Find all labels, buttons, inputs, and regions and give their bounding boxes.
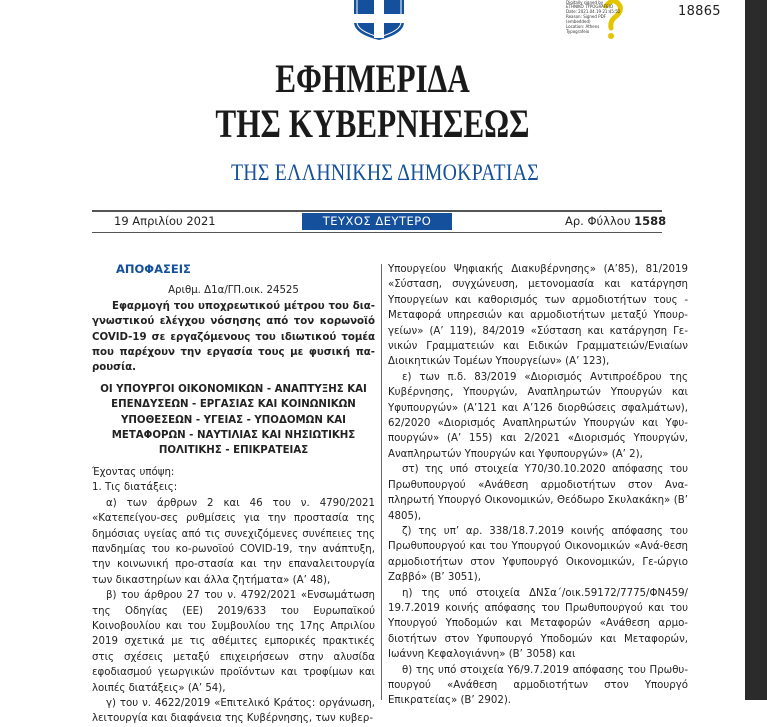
- left-column: [92, 262, 375, 727]
- divider: [92, 232, 662, 233]
- stamp-line: ETHNIKO TYPOGRAFEIO: [566, 4, 614, 9]
- divider: [92, 210, 662, 212]
- issue-date: 19 Απριλίου 2021: [114, 214, 216, 228]
- right-column: [388, 262, 688, 709]
- issue-series-badge: ΤΕΥΧΟΣ ΔΕΥΤΕΡΟ: [302, 213, 452, 230]
- stamp-line: Typografeio: [566, 29, 590, 34]
- provision-item: η) της υπό στοιχεία ΔΝΣα΄/οικ.59172/7775/ΦΝ459/ 19.7.2019 κοινής απόφασης του Πρωθυπουργού και του Υπουργού Υποδομών και Μεταφορών «Ανάθεση αρμο-διοτήτων στον Υφυπουργό Υποδομών και Μεταφορών, Ιωάννη Κεφαλογιάννη» (Β’ 3058) και: [388, 587, 688, 661]
- provision-item: γ) του ν. 4622/2019 «Επιτελικό Κράτος: οργάνωση, λειτουργία και διαφάνεια της Κυβέρνησης, των κυβερ-: [92, 697, 375, 725]
- sheet-number: [565, 214, 666, 228]
- provision-item: ε) των π.δ. 83/2019 «Διορισμός Αντιπροέδρου της Κυβέρνησης, Υπουργών, Αναπληρωτών Υπουργών και Υφυπουργών» (Α’121 και Α’126 διορθώσεις σφαλμάτων), 62/2020 «Διορισμός Αναπληρωτών Υπουργών και Υφυ-πουργών» (Α’ 155) και 2/2021 «Διορισμός Υπουργών, Αναπληρωτών Υπουργών και Υφυπουργών» (Α’ 2),: [388, 371, 688, 460]
- issuing-ministers: ΟΙ ΥΠΟΥΡΓΟΙ ΟΙΚΟΝΟΜΙΚΩΝ - ΑΝΑΠΤΥΞΗΣ ΚΑΙ ΕΠΕΝΔΥΣΕΩΝ - ΕΡΓΑΣΙΑΣ ΚΑΙ ΚΟΙΝΩΝΙΚΩΝ ΥΠΟΘΕΣΕΩΝ - ΥΓΕΙΑΣ - ΥΠΟΔΟΜΩΝ ΚΑΙ ΜΕΤΑΦΟΡΩΝ - ΝΑΥΤΙΛΙΑΣ ΚΑΙ ΝΗΣΙΩΤΙΚΗΣ ΠΟΛΙΤΙΚΗΣ - ΕΠΙΚΡΑΤΕΙΑΣ: [100, 383, 367, 457]
- provision-continuation: Υπουργείου Ψηφιακής Διακυβέρνησης» (Α’85), 81/2019 «Σύσταση, συγχώνευση, μετονομασία και κατάργηση Υπουργείων και καθορισμός των αρμοδιοτήτων τους - Μεταφορά υπηρεσιών και αρμοδιοτήτων μεταξύ Υπουρ-γείων» (Α’ 119), 84/2019 «Σύσταση και κατάργηση Γε-νικών Γραμματειών και Ειδικών Γραμματειών/Ενιαίων Διοικητικών Τομέων Υπουργείων» (Α’ 123),: [388, 264, 688, 368]
- stamp-line: Date: 2021.04.19 21:45:52: [566, 9, 621, 14]
- page-number: 18865: [678, 4, 721, 19]
- gazette-title: ΕΦΗΜΕΡΙΔΑ: [275, 56, 470, 101]
- stamp-line: Reason: Signed PDF: [566, 14, 606, 19]
- viewer-edge: [745, 0, 767, 700]
- decision-number: Αριθμ. Δ1α/ΓΠ.οικ. 24525: [168, 285, 299, 297]
- gazette-subtitle: ΤΗΣ ΕΛΛΗΝΙΚΗΣ ΔΗΜΟΚΡΑΤΙΑΣ: [230, 160, 540, 185]
- provision-item: ζ) της υπ’ αρ. 338/18.7.2019 κοινής απόφασης του Πρωθυπουργού και του Υπουργού Οικονομικών «Ανά-θεση αρμοδιοτήτων στον Υφυπουργό Οικονομικών, Γε-ώργιο Ζαββό» (Β’ 3051),: [388, 525, 688, 584]
- decision-summary: Εφαρμογή του υποχρεωτικού μέτρου του δια-γνωστικού ελέγχου νόσησης από τον κορωνοϊό COVID-19 σε εργαζόμενους του ιδιωτικού τομέα που παρέχουν την εργασία τους με φυσική πα-ρουσία.: [92, 300, 375, 374]
- stamp-line: Location: Athens: [566, 24, 600, 29]
- having-regard: Έχοντας υπόψη:: [92, 466, 175, 478]
- coat-of-arms-emblem: [348, 0, 410, 40]
- column-divider: [381, 264, 382, 700]
- gazette-title-line2: ΤΗΣ ΚΥΒΕΡΝΗΣΕΩΣ: [215, 101, 530, 146]
- sheet-value: 1588: [634, 214, 667, 228]
- provision-item: στ) της υπό στοιχεία Υ70/30.10.2020 απόφασης του Πρωθυπουργού «Ανάθεση αρμοδιοτήτων στον Ανα-πληρωτή Υπουργό Οικονομικών, Θεόδωρο Σκυλακάκη» (Β’ 4805),: [388, 464, 688, 522]
- provision-item: α) των άρθρων 2 και 46 του ν. 4790/2021 «Κατεπείγου-σες ρυθμίσεις για την προστασία της δημόσιας υγείας από τις συνεχιζόμενες συνέπειες της πανδημίας του κο-ρωνοϊού COVID-19, την ανάπτυξη, την κοινωνική προ-στασία και την επαναλειτουργία των δικαστηρίων και άλλα ζητήματα» (Α’ 48),: [92, 497, 375, 586]
- sheet-label: Αρ. Φύλλου: [565, 214, 631, 228]
- section-heading: ΑΠΟΦΑΣΕΙΣ: [116, 262, 191, 276]
- digital-signature-stamp: [560, 0, 638, 40]
- provisions-intro: 1. Τις διατάξεις:: [92, 482, 178, 494]
- stamp-line: (embedded): [566, 19, 591, 24]
- stamp-line: Digitally signed by: [566, 0, 604, 5]
- provision-item: β) του άρθρου 27 του ν. 4792/2021 «Ενσωμάτωση της Οδηγίας (ΕΕ) 2019/633 του Ευρωπαϊκού Κοινοβουλίου και του Συμβουλίου της 17ης Απριλίου 2019 σχετικά με τις αθέμιτες εμπορικές πρακτικές στις σχέσεις μεταξύ επιχειρήσεων στην αλυσίδα εφοδιασμού γεωργικών προϊόντων και τροφίμων και λοιπές διατάξεις» (Α’ 54),: [92, 590, 375, 694]
- provision-item: θ) της υπό στοιχεία Υ6/9.7.2019 απόφασης του Πρωθυ-πουργού «Ανάθεση αρμοδιοτήτων στον Υπουργό Επικρατείας» (Β’ 2902).: [388, 664, 688, 707]
